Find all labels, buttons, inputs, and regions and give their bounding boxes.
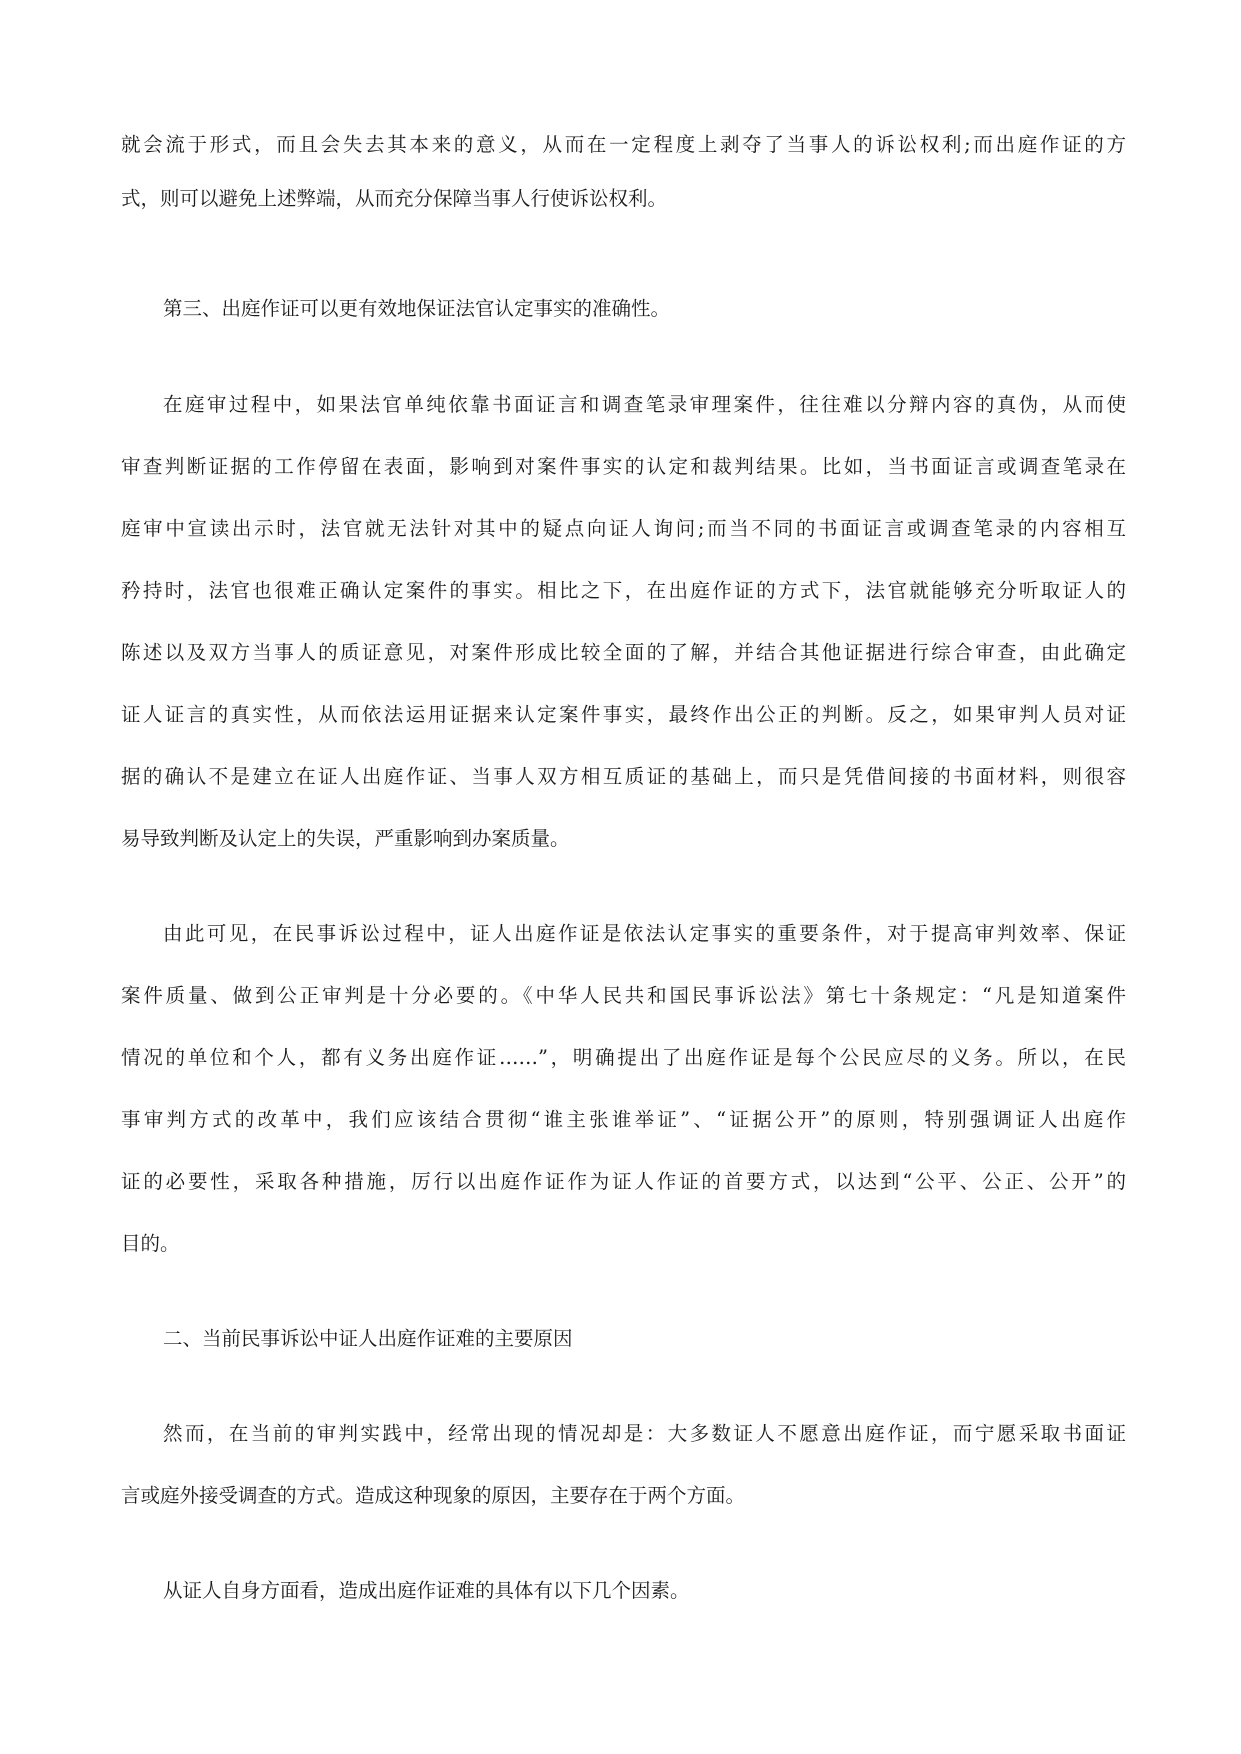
paragraph-line: 案件质量、做到公正审判是十分必要的。《中华人民共和国民事诉讼法》第七十条规定：“凡是知道案件: [121, 984, 1126, 1007]
paragraph-line: 情况的单位和个人，都有义务出庭作证……”，明确提出了出庭作证是每个公民应尽的义务。所以，在民: [121, 1046, 1126, 1069]
paragraph-line: 证的必要性，采取各种措施，厉行以出庭作证作为证人作证的首要方式，以达到“公平、公正、公开”的: [121, 1170, 1126, 1193]
paragraph-line: 矜持时，法官也很难正确认定案件的事实。相比之下，在出庭作证的方式下，法官就能够充分听取证人的: [121, 579, 1126, 602]
paragraph-line: 言或庭外接受调查的方式。造成这种现象的原因，主要存在于两个方面。: [121, 1484, 746, 1507]
section-heading: 第三、出庭作证可以更有效地保证法官认定事实的准确性。: [163, 297, 671, 320]
paragraph-line: 在庭审过程中，如果法官单纯依靠书面证言和调查笔录审理案件，往往难以分辩内容的真伪，从而使: [163, 393, 1126, 416]
section-heading: 二、当前民事诉讼中证人出庭作证难的主要原因: [163, 1327, 573, 1350]
paragraph-line: 由此可见，在民事诉讼过程中，证人出庭作证是依法认定事实的重要条件，对于提高审判效率、保证: [163, 922, 1126, 945]
paragraph-line: 易导致判断及认定上的失误，严重影响到办案质量。: [121, 827, 570, 850]
paragraph-line: 式，则可以避免上述弊端，从而充分保障当事人行使诉讼权利。: [121, 187, 668, 210]
paragraph-line: 审查判断证据的工作停留在表面，影响到对案件事实的认定和裁判结果。比如，当书面证言或调查笔录在: [121, 455, 1126, 478]
paragraph-line: 就会流于形式，而且会失去其本来的意义，从而在一定程度上剥夺了当事人的诉讼权利;而出庭作证的方: [121, 133, 1126, 156]
paragraph-line: 据的确认不是建立在证人出庭作证、当事人双方相互质证的基础上，而只是凭借间接的书面材料，则很容: [121, 765, 1126, 788]
paragraph-line: 证人证言的真实性，从而依法运用证据来认定案件事实，最终作出公正的判断。反之，如果审判人员对证: [121, 703, 1126, 726]
paragraph-line: 庭审中宣读出示时，法官就无法针对其中的疑点向证人询问;而当不同的书面证言或调查笔录的内容相互: [121, 517, 1126, 540]
paragraph-line: 陈述以及双方当事人的质证意见，对案件形成比较全面的了解，并结合其他证据进行综合审查，由此确定: [121, 641, 1126, 664]
paragraph-line: 从证人自身方面看，造成出庭作证难的具体有以下几个因素。: [163, 1579, 690, 1602]
paragraph-line: 事审判方式的改革中，我们应该结合贯彻“谁主张谁举证”、“证据公开”的原则，特别强调证人出庭作: [121, 1108, 1126, 1131]
paragraph-line: 然而，在当前的审判实践中，经常出现的情况却是：大多数证人不愿意出庭作证，而宁愿采取书面证: [163, 1422, 1126, 1445]
paragraph-line: 目的。: [121, 1232, 180, 1255]
